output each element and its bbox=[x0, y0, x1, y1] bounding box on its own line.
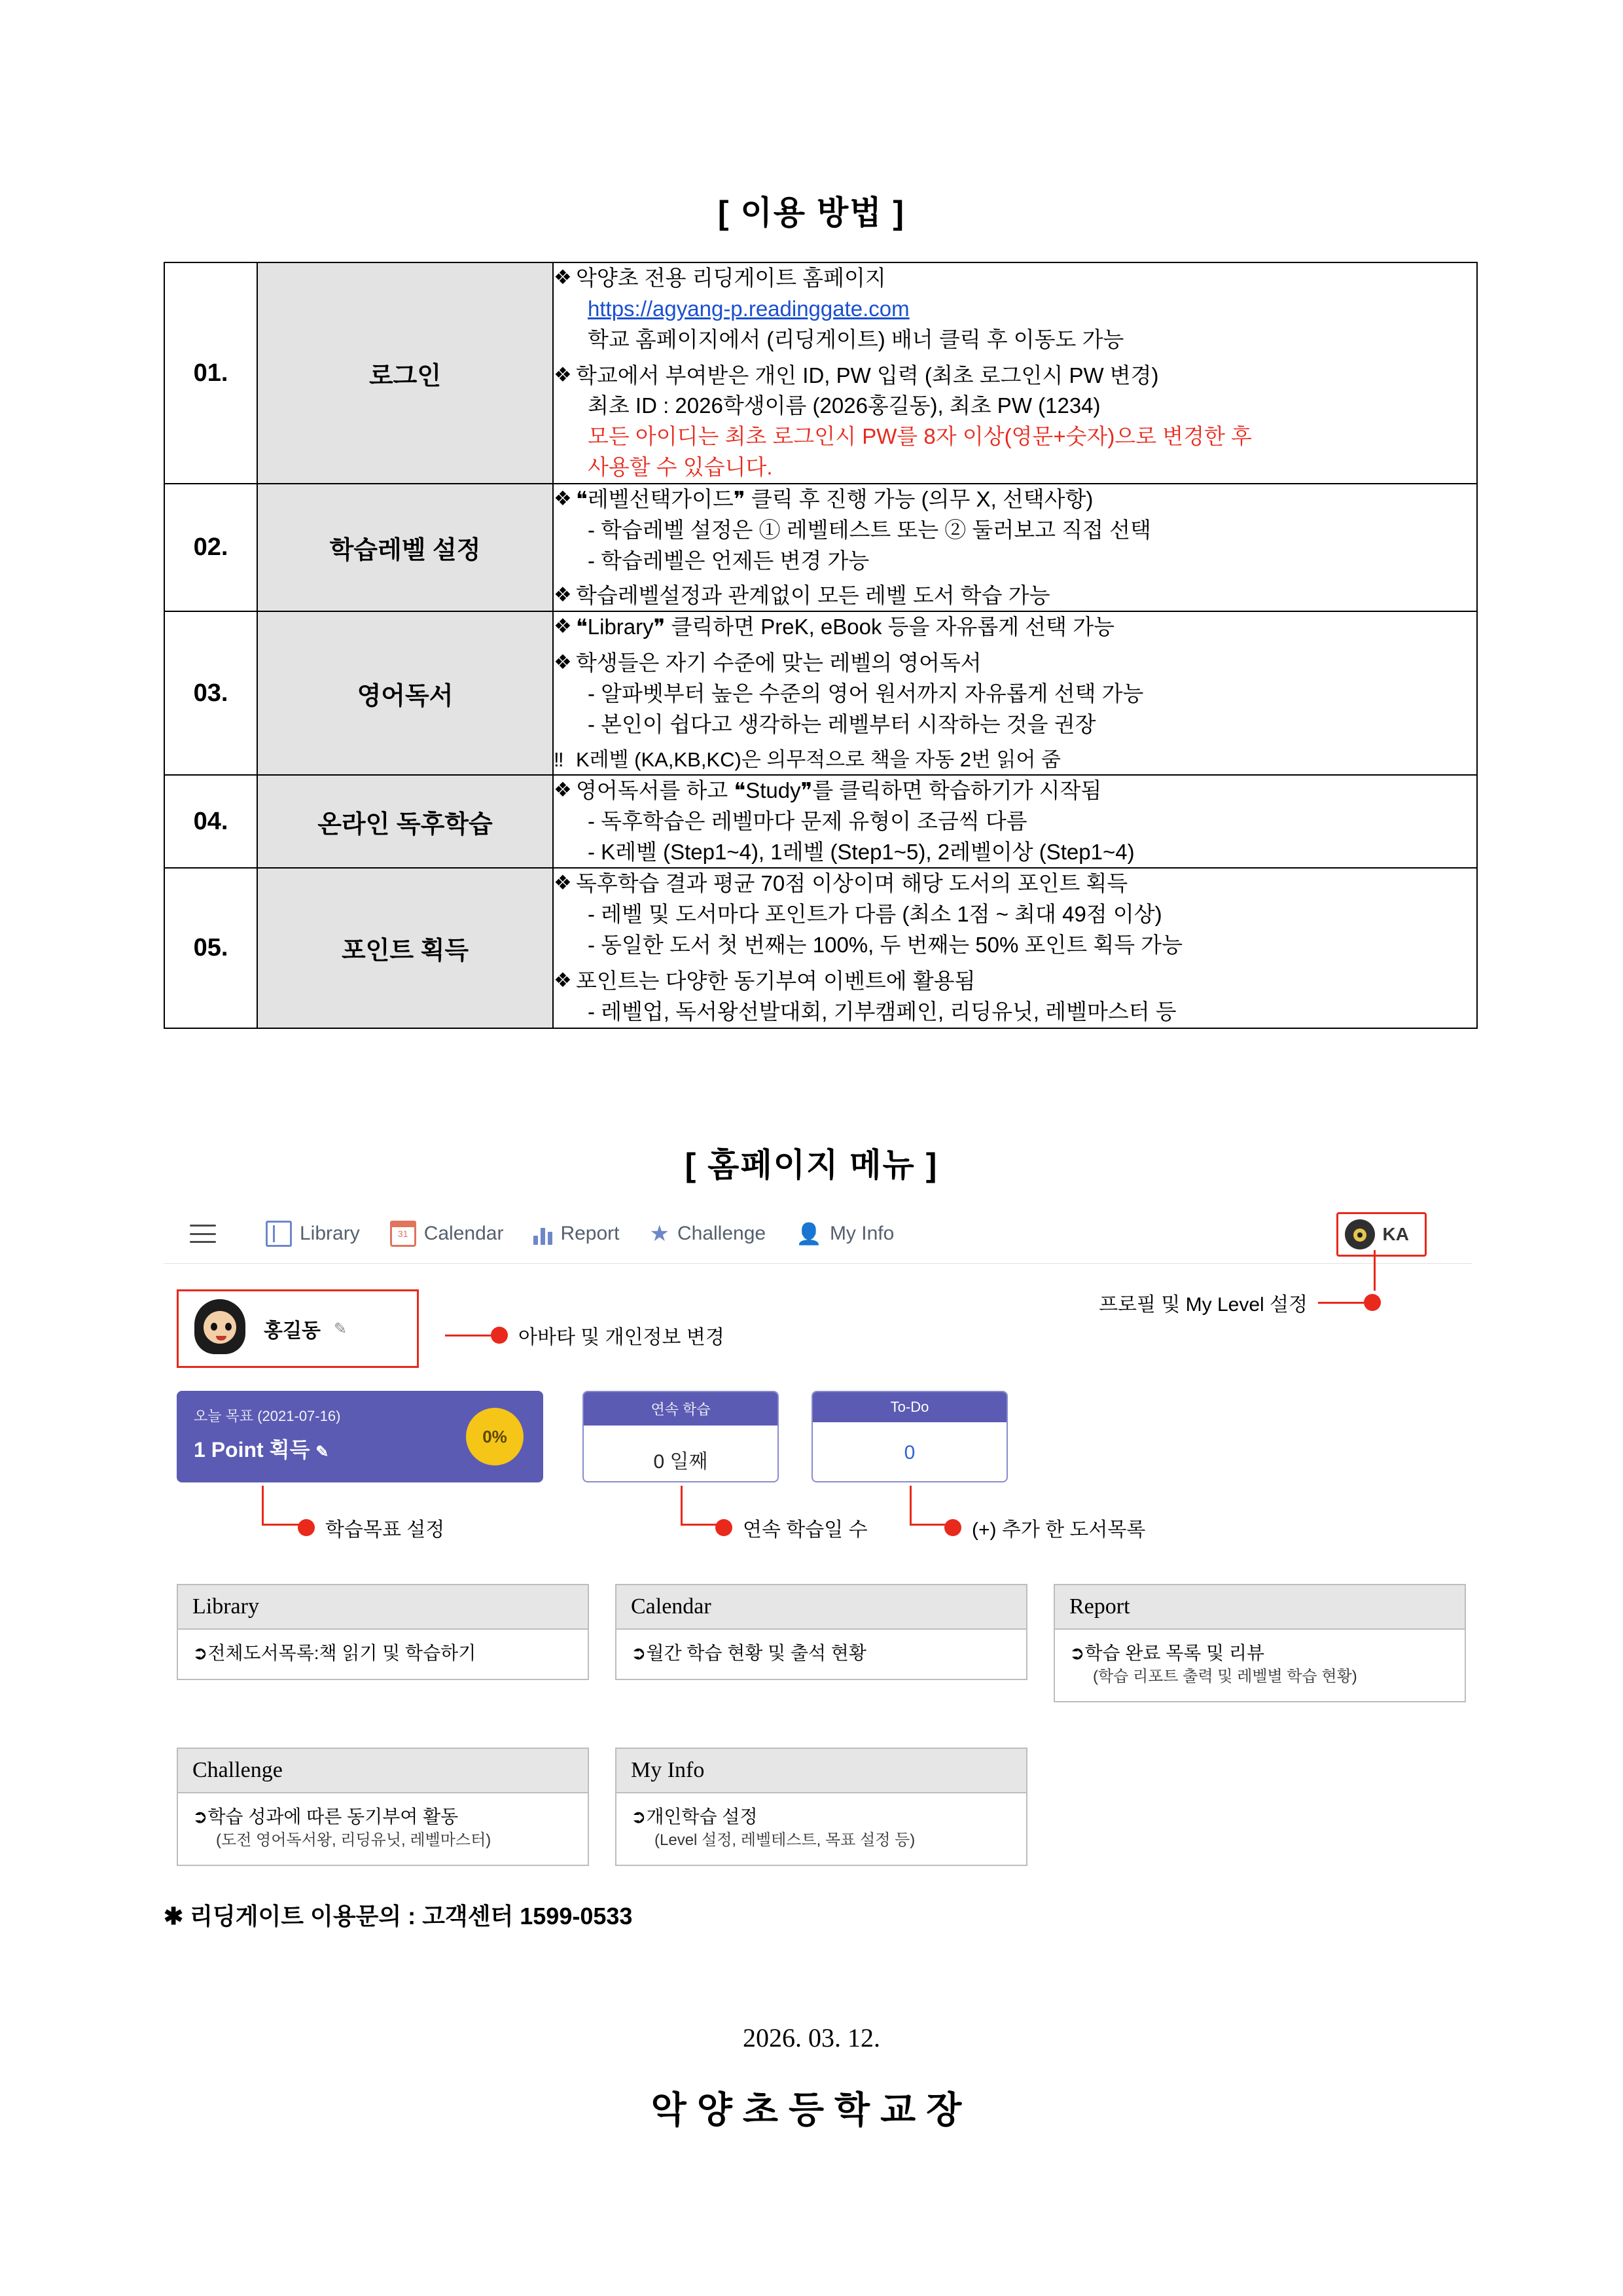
callout-goal bbox=[298, 1513, 444, 1542]
callout-todo bbox=[944, 1513, 1145, 1542]
desc-line: - 본인이 쉽다고 생각하는 레벨부터 시작하는 것을 권장 bbox=[588, 712, 1096, 737]
streak-card-value: 0 일째 bbox=[653, 1451, 708, 1473]
feature-line: ➲개인학습 설정 bbox=[631, 1806, 758, 1827]
desc-line: 학생들은 자기 수준에 맞는 레벨의 영어독서 bbox=[576, 651, 982, 675]
streak-card-header: 연속 학습 bbox=[584, 1392, 777, 1426]
bullet-marker: ❖ bbox=[554, 969, 572, 992]
streak-card[interactable] bbox=[582, 1391, 779, 1482]
step-number: 01. bbox=[164, 262, 257, 484]
bullet-marker: ❖ bbox=[554, 487, 572, 511]
feature-library bbox=[177, 1584, 589, 1680]
bullet-marker: ❖ bbox=[554, 615, 572, 638]
desc-line: 학습레벨설정과 관계없이 모든 레벨 도서 학습 가능 bbox=[576, 583, 1050, 607]
table-row bbox=[164, 775, 1477, 869]
avatar-icon bbox=[189, 1298, 251, 1359]
step-name: 학습레벨 설정 bbox=[257, 484, 553, 611]
desc-line: 학교 홈페이지에서 (리딩게이트) 배너 클릭 후 이동도 가능 bbox=[588, 327, 1124, 351]
feature-line: ➲전체도서목록:책 읽기 및 학습하기 bbox=[192, 1643, 476, 1663]
callout-profile bbox=[1099, 1288, 1381, 1317]
callout-goal-connector bbox=[262, 1486, 303, 1526]
todo-card[interactable] bbox=[812, 1391, 1008, 1482]
table-row bbox=[164, 611, 1477, 774]
step-description bbox=[553, 868, 1477, 1028]
feature-report bbox=[1054, 1584, 1466, 1702]
avatar bbox=[1345, 1219, 1375, 1249]
callout-text: 연속 학습일 수 bbox=[743, 1519, 868, 1541]
calendar-icon: 31 bbox=[390, 1221, 416, 1247]
edit-pencil-icon[interactable]: ✎ bbox=[333, 1319, 348, 1338]
step-number: 05. bbox=[164, 868, 257, 1028]
profile-level-label: KA bbox=[1382, 1224, 1409, 1244]
desc-line: - 학습레벨은 언제든 변경 가능 bbox=[588, 548, 870, 573]
daily-goal-date: 오늘 목표 (2021-07-16) bbox=[194, 1408, 341, 1424]
desc-line: 포인트는 다양한 동기부여 이벤트에 활용됨 bbox=[576, 969, 976, 994]
feature-line: ➲학습 완료 목록 및 리뷰 bbox=[1069, 1643, 1265, 1663]
desc-line-warning: 모든 아이디는 최초 로그인시 PW를 8자 이상(영문+숫자)으로 변경한 후 bbox=[588, 424, 1252, 449]
desc-line: 독후학습 결과 평균 70점 이상이며 해당 도서의 포인트 획득 bbox=[576, 871, 1128, 896]
callout-streak-connector bbox=[681, 1486, 721, 1526]
desc-line: 학교에서 부여받은 개인 ID, PW 입력 (최초 로그인시 PW 변경) bbox=[576, 363, 1159, 387]
homepage-link[interactable]: https://agyang-p.readinggate.com bbox=[588, 296, 910, 321]
callout-text: 프로필 및 My Level 설정 bbox=[1099, 1294, 1308, 1316]
step-description bbox=[553, 611, 1477, 774]
document-signature: 악양초등학교장 bbox=[651, 2089, 972, 2130]
nav-item-my-info[interactable] bbox=[796, 1223, 894, 1245]
step-name: 온라인 독후학습 bbox=[257, 775, 553, 869]
desc-line-warning: 사용할 수 있습니다. bbox=[588, 455, 773, 480]
step-description bbox=[553, 484, 1477, 611]
avatar-name: 홍길동 bbox=[264, 1320, 321, 1342]
homepage-mock bbox=[164, 1204, 1472, 1850]
desc-line: - 레벨 및 도서마다 포인트가 다름 (최소 1점 ~ 최대 49점 이상) bbox=[588, 902, 1162, 927]
goal-progress-badge: 0% bbox=[466, 1408, 524, 1465]
bullet-marker: ❖ bbox=[554, 266, 572, 289]
callout-text: 아바타 및 개인정보 변경 bbox=[518, 1327, 724, 1348]
feature-my-info bbox=[615, 1748, 1027, 1866]
nav-label: My Info bbox=[829, 1223, 895, 1244]
table-row bbox=[164, 484, 1477, 611]
feature-title: Report bbox=[1055, 1585, 1465, 1630]
nav-label: Calendar bbox=[423, 1223, 504, 1244]
avatar-profile-box[interactable] bbox=[177, 1289, 419, 1368]
step-number: 03. bbox=[164, 611, 257, 774]
bullet-marker: ❖ bbox=[554, 583, 572, 606]
page-title-menu: [ 홈페이지 메뉴 ] bbox=[685, 1147, 938, 1183]
desc-line: ❝레벨선택가이드❞ 클릭 후 진행 가능 (의무 X, 선택사항) bbox=[576, 487, 1094, 512]
step-description bbox=[553, 775, 1477, 869]
desc-line: 최초 ID : 2026학생이름 (2026홍길동), 최초 PW (1234) bbox=[588, 393, 1101, 418]
profile-level-chip[interactable] bbox=[1336, 1212, 1427, 1257]
desc-line: - 알파벳부터 높은 수준의 영어 원서까지 자유롭게 선택 가능 bbox=[588, 681, 1144, 706]
feature-title: My Info bbox=[616, 1749, 1026, 1793]
feature-line: ➲학습 성과에 따른 동기부여 활동 bbox=[192, 1806, 459, 1827]
bullet-marker: ‼ bbox=[554, 747, 564, 771]
todo-card-header: To-Do bbox=[813, 1392, 1007, 1422]
step-name: 영어독서 bbox=[257, 611, 553, 774]
bullet-marker: ❖ bbox=[554, 871, 572, 895]
feature-title: Library bbox=[178, 1585, 588, 1630]
library-icon bbox=[266, 1221, 292, 1247]
desc-line: - 동일한 도서 첫 번째는 100%, 두 번째는 50% 포인트 획득 가능 bbox=[588, 933, 1183, 958]
desc-line: K레벨 (KA,KB,KC)은 의무적으로 책을 자동 2번 읽어 줌 bbox=[576, 747, 1061, 771]
nav-item-report[interactable] bbox=[533, 1223, 619, 1245]
page-title-usage: [ 이용 방법 ] bbox=[717, 194, 906, 231]
feature-sub: (Level 설정, 레벨테스트, 목표 설정 등) bbox=[654, 1831, 916, 1850]
step-name: 로그인 bbox=[257, 262, 553, 484]
nav-label: Challenge bbox=[677, 1223, 766, 1244]
desc-line: - K레벨 (Step1~4), 1레벨 (Step1~5), 2레벨이상 (Step1~4) bbox=[588, 839, 1135, 864]
callout-text: (+) 추가 한 도서목록 bbox=[972, 1519, 1146, 1541]
desc-line: 영어독서를 하고 ❝Study❞를 클릭하면 학습하기가 시작됨 bbox=[576, 778, 1102, 802]
table-row bbox=[164, 868, 1477, 1028]
callout-profile-connector bbox=[1374, 1250, 1376, 1291]
feature-calendar bbox=[615, 1584, 1027, 1680]
bullet-marker: ❖ bbox=[554, 778, 572, 801]
star-icon: ★ bbox=[649, 1221, 669, 1246]
feature-sub: (도전 영어독서왕, 리딩유닛, 레벨마스터) bbox=[216, 1831, 491, 1850]
feature-title: Challenge bbox=[178, 1749, 588, 1793]
callout-avatar bbox=[445, 1321, 724, 1350]
feature-challenge bbox=[177, 1748, 589, 1866]
bullet-marker: ❖ bbox=[554, 363, 572, 386]
feature-sub: (학습 리포트 출력 및 레벨별 학습 현황) bbox=[1093, 1668, 1357, 1686]
desc-line: - 레벨업, 독서왕선발대회, 기부캠페인, 리딩유닛, 레벨마스터 등 bbox=[588, 999, 1177, 1024]
step-name: 포인트 획득 bbox=[257, 868, 553, 1028]
callout-todo-connector bbox=[910, 1486, 950, 1526]
feature-line: ➲월간 학습 현황 및 출석 현황 bbox=[631, 1643, 866, 1663]
daily-goal-card[interactable] bbox=[177, 1391, 543, 1482]
nav-label: Report bbox=[560, 1223, 620, 1244]
report-icon bbox=[533, 1223, 552, 1245]
top-navigation-bar bbox=[164, 1204, 1472, 1264]
feature-title: Calendar bbox=[616, 1585, 1026, 1630]
contact-footnote: ✱ 리딩게이트 이용문의 : 고객센터 1599-0533 bbox=[164, 1903, 633, 1929]
nav-item-library[interactable] bbox=[266, 1221, 360, 1247]
nav-label: Library bbox=[300, 1223, 360, 1244]
desc-line: 악양초 전용 리딩게이트 홈페이지 bbox=[576, 266, 886, 290]
table-row bbox=[164, 262, 1477, 484]
nav-item-calendar[interactable] bbox=[390, 1221, 504, 1247]
step-description bbox=[553, 262, 1477, 484]
menu-icon[interactable] bbox=[190, 1225, 216, 1243]
step-number: 04. bbox=[164, 775, 257, 869]
daily-goal-text: 1 Point 획득 ✎ bbox=[194, 1438, 329, 1462]
document-date: 2026. 03. 12. bbox=[743, 2023, 880, 2053]
todo-card-value: 0 bbox=[904, 1442, 916, 1463]
desc-line: ❝Library❞ 클릭하면 PreK, eBook 등을 자유롭게 선택 가능 bbox=[576, 615, 1115, 639]
bullet-marker: ❖ bbox=[554, 651, 572, 674]
desc-line: - 독후학습은 레벨마다 문제 유형이 조금씩 다름 bbox=[588, 808, 1027, 833]
desc-line: - 학습레벨 설정은 ① 레벨테스트 또는 ② 둘러보고 직접 선택 bbox=[588, 517, 1151, 542]
usage-steps-table bbox=[164, 262, 1478, 1029]
nav-item-challenge[interactable] bbox=[650, 1223, 766, 1245]
step-number: 02. bbox=[164, 484, 257, 611]
callout-text: 학습목표 설정 bbox=[325, 1519, 445, 1541]
person-icon: 👤 bbox=[796, 1222, 822, 1246]
edit-pencil-icon[interactable]: ✎ bbox=[315, 1443, 329, 1461]
callout-streak bbox=[715, 1513, 868, 1542]
